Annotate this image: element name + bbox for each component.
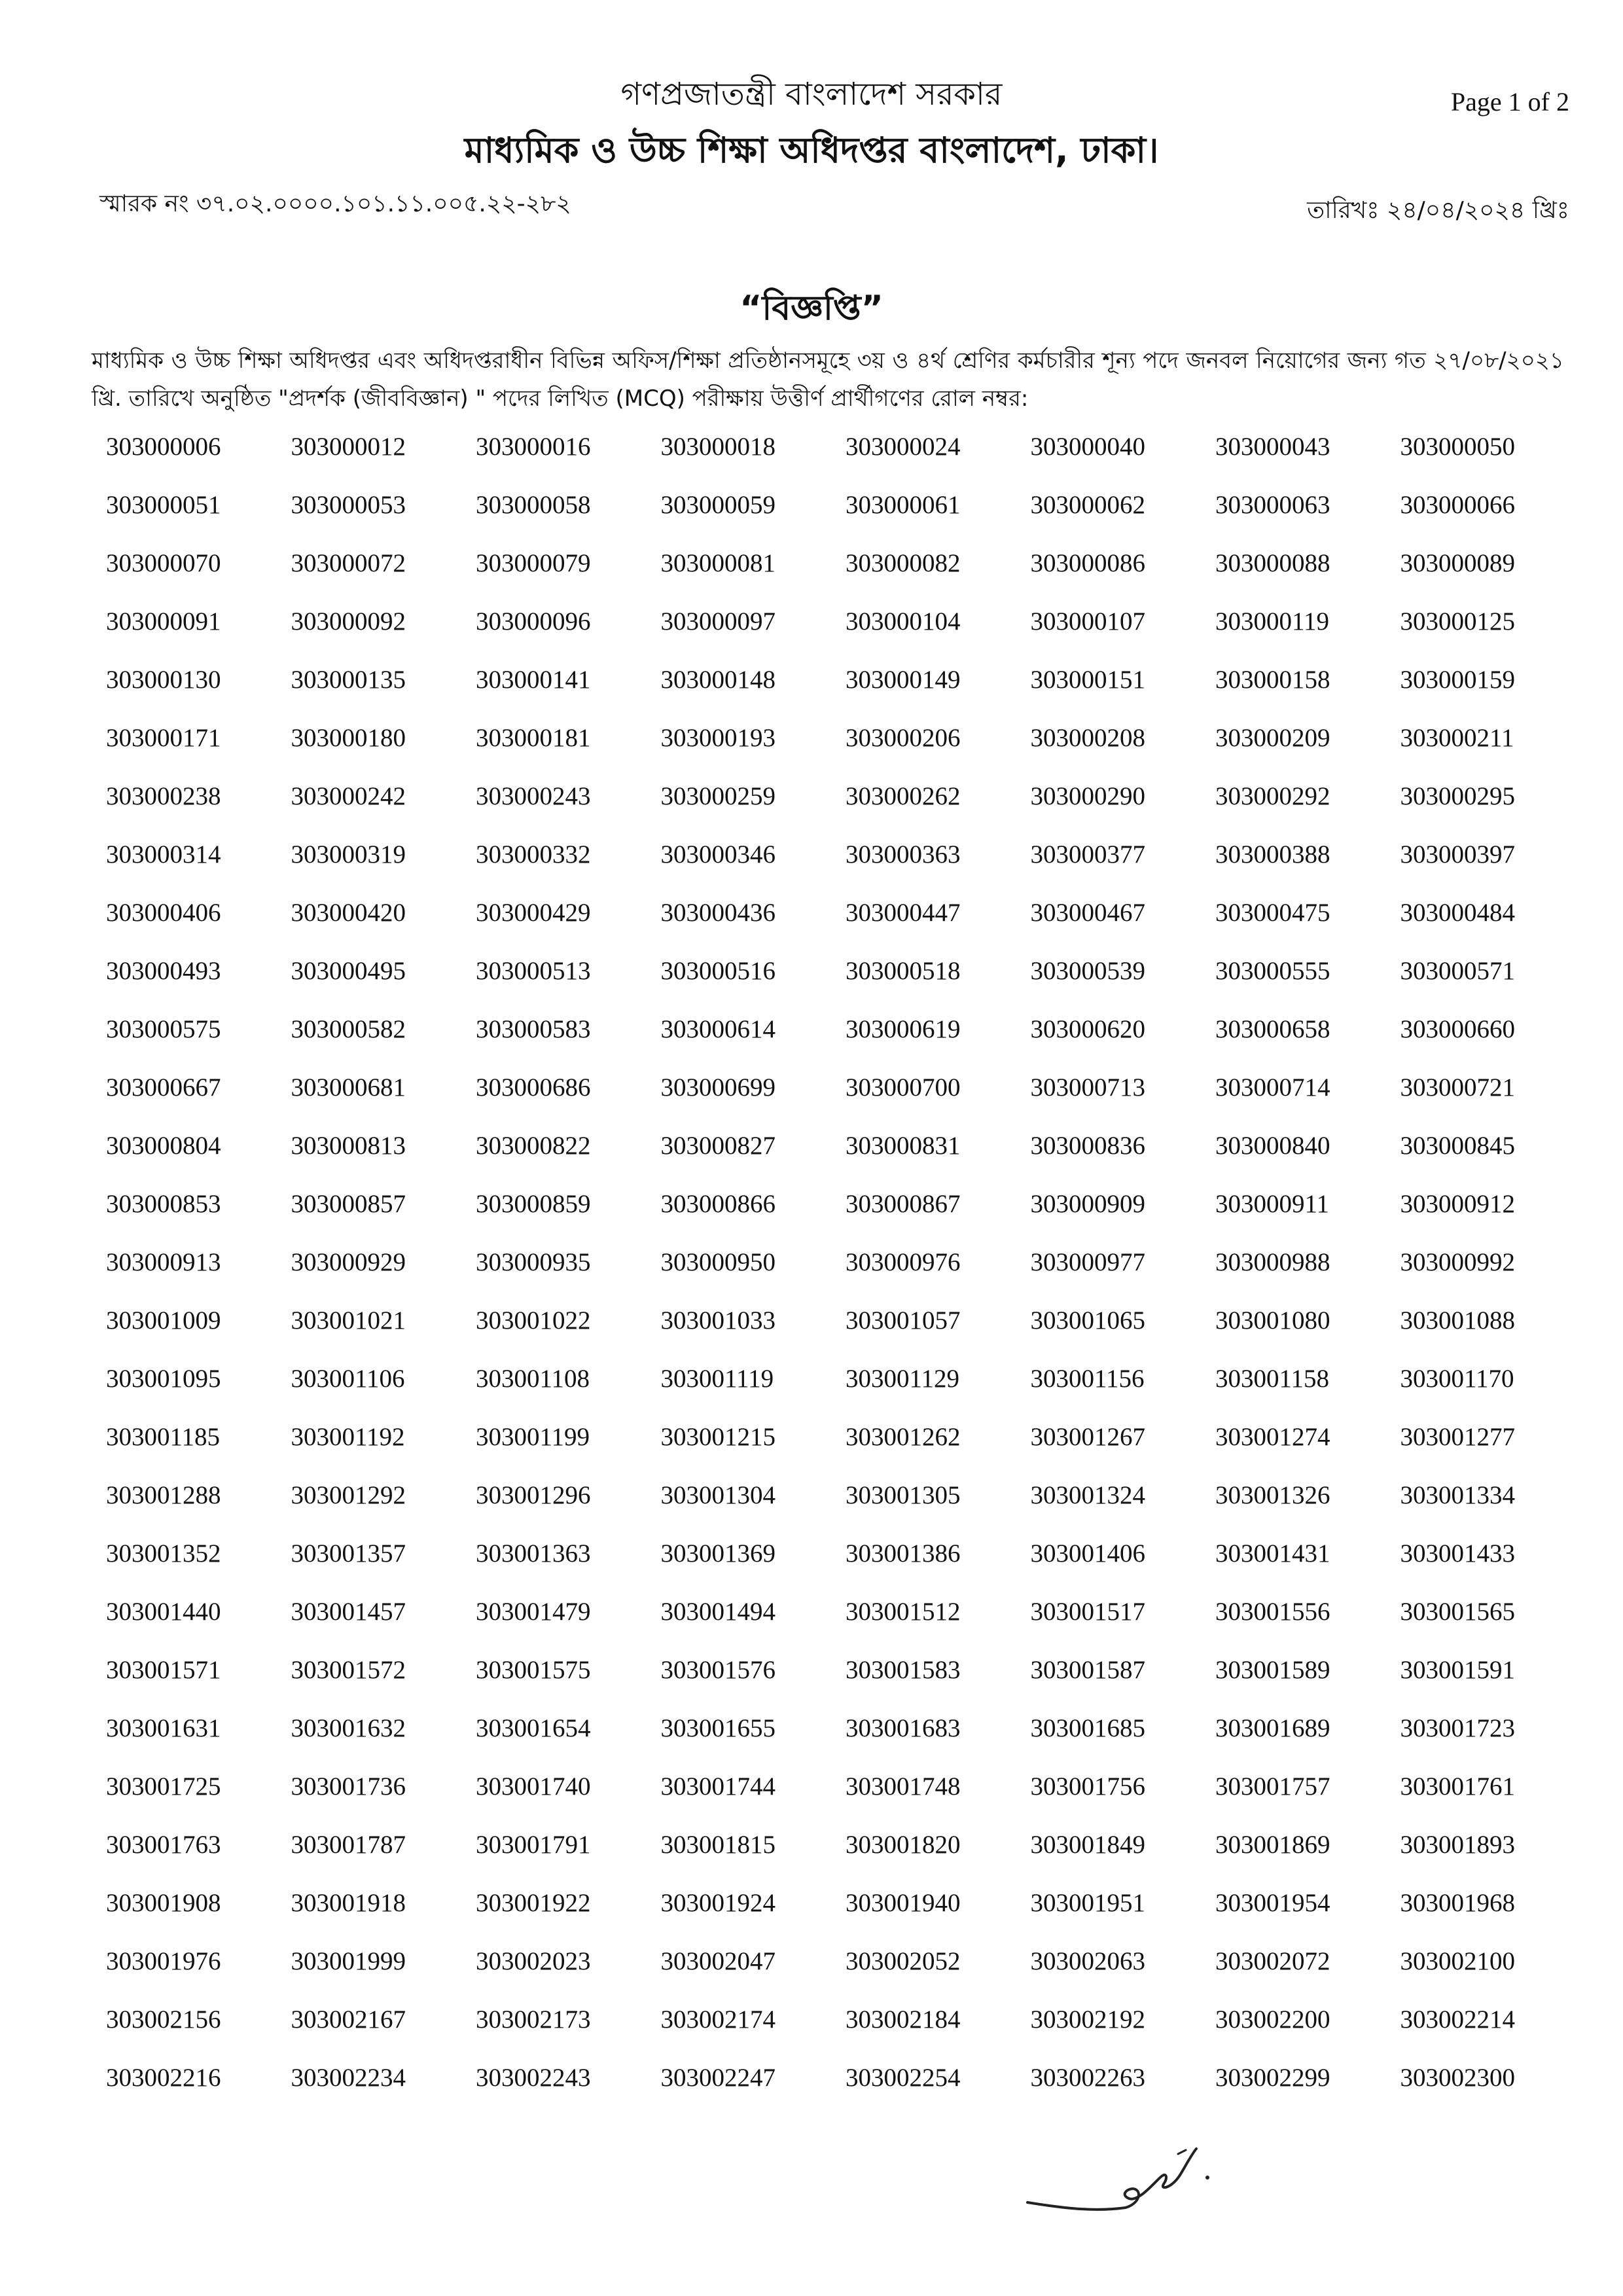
roll-number-cell: 303001033 [660, 1306, 776, 1335]
roll-number-cell: 303000614 [660, 1015, 776, 1043]
roll-number-cell: 303001305 [846, 1481, 961, 1509]
roll-number-cell: 303000059 [660, 491, 776, 519]
roll-number-cell: 303002156 [106, 2005, 221, 2034]
roll-number-cell: 303000053 [291, 491, 406, 519]
roll-number-cell: 303001106 [291, 1365, 405, 1393]
roll-number-cell: 303001296 [476, 1481, 591, 1509]
table-row [106, 1597, 1585, 1655]
roll-number-cell: 303000667 [106, 1073, 221, 1102]
roll-number-cell: 303001108 [476, 1365, 590, 1393]
roll-number-cell: 303000935 [476, 1248, 591, 1276]
roll-number-cell: 303000475 [1215, 899, 1330, 927]
roll-number-cell: 303000096 [476, 607, 591, 636]
table-row [106, 1189, 1585, 1247]
roll-number-cell: 303002200 [1215, 2005, 1330, 2034]
roll-number-cell: 303000206 [846, 724, 961, 752]
roll-number-cell: 303001095 [106, 1365, 221, 1393]
roll-number-cell: 303002023 [476, 1947, 591, 1975]
roll-number-cell: 303001571 [106, 1656, 221, 1684]
roll-number-cell: 303001292 [291, 1481, 406, 1509]
table-row [106, 432, 1585, 490]
roll-number-cell: 303000363 [846, 840, 961, 869]
roll-number-cell: 303001288 [106, 1481, 221, 1509]
roll-number-cell: 303001065 [1030, 1306, 1145, 1335]
roll-number-cell: 303000081 [660, 549, 776, 577]
roll-number-cell: 303000911 [1215, 1190, 1330, 1218]
roll-number-cell: 303002167 [291, 2005, 406, 2034]
roll-number-cell: 303000262 [846, 782, 961, 810]
roll-number-cell: 303001815 [660, 1831, 776, 1859]
roll-number-cell: 303000620 [1030, 1015, 1145, 1043]
roll-number-cell: 303001908 [106, 1889, 221, 1917]
roll-number-cell: 303001583 [846, 1656, 961, 1684]
roll-number-cell: 303001215 [660, 1423, 776, 1451]
table-row [106, 1655, 1585, 1713]
roll-number-cell: 303000822 [476, 1132, 591, 1160]
roll-number-cell: 303001683 [846, 1714, 961, 1742]
roll-number-cell: 303000346 [660, 840, 776, 869]
table-row [106, 723, 1585, 781]
roll-number-cell: 303002052 [846, 1947, 961, 1975]
roll-number-cell: 303000209 [1215, 724, 1330, 752]
roll-number-cell: 303000619 [846, 1015, 961, 1043]
roll-number-cell: 303000295 [1400, 782, 1515, 810]
roll-number-cell: 303001575 [476, 1656, 591, 1684]
roll-number-cell: 303001185 [106, 1423, 221, 1451]
roll-number-cell: 303000950 [660, 1248, 776, 1276]
roll-number-cell: 303000171 [106, 724, 221, 752]
roll-number-cell: 303000992 [1400, 1248, 1515, 1276]
table-row [106, 840, 1585, 898]
roll-number-cell: 303001763 [106, 1831, 221, 1859]
roll-number-cell: 303002214 [1400, 2005, 1515, 2034]
roll-number-cell: 303000912 [1400, 1190, 1515, 1218]
roll-number-cell: 303001761 [1400, 1772, 1515, 1801]
roll-number-cell: 303000857 [291, 1190, 406, 1218]
roll-number-cell: 303000141 [476, 666, 591, 694]
roll-number-cell: 303001192 [291, 1423, 405, 1451]
table-row [106, 956, 1585, 1014]
table-row [106, 1131, 1585, 1189]
roll-number-cell: 303001744 [660, 1772, 776, 1801]
table-row [106, 1713, 1585, 1772]
table-row [106, 607, 1585, 665]
roll-number-cell: 303000061 [846, 491, 961, 519]
roll-number-cell: 303000929 [291, 1248, 406, 1276]
roll-number-cell: 303001565 [1400, 1598, 1515, 1626]
roll-number-cell: 303001849 [1030, 1831, 1145, 1859]
roll-number-cell: 303001893 [1400, 1831, 1515, 1859]
roll-number-cell: 303002192 [1030, 2005, 1145, 2034]
roll-number-cell: 303000062 [1030, 491, 1145, 519]
roll-number-cell: 303002263 [1030, 2064, 1145, 2092]
roll-number-cell: 303002174 [660, 2005, 776, 2034]
roll-number-cell: 303001262 [846, 1423, 961, 1451]
roll-number-cell: 303000827 [660, 1132, 776, 1160]
roll-number-cell: 303000012 [291, 433, 406, 461]
roll-number-cell: 303000699 [660, 1073, 776, 1102]
roll-number-cell: 303000066 [1400, 491, 1515, 519]
roll-number-cell: 303001406 [1030, 1539, 1145, 1568]
roll-number-cell: 303000050 [1400, 433, 1515, 461]
roll-number-cell: 303000977 [1030, 1248, 1145, 1276]
roll-number-cell: 303000836 [1030, 1132, 1145, 1160]
roll-number-cell: 303002100 [1400, 1947, 1515, 1975]
roll-number-cell: 303001057 [846, 1306, 961, 1335]
roll-number-cell: 303002243 [476, 2064, 591, 2092]
roll-number-cell: 303001129 [846, 1365, 960, 1393]
roll-number-cell: 303000072 [291, 549, 406, 577]
roll-number-cell: 303001433 [1400, 1539, 1515, 1568]
roll-number-cell: 303001479 [476, 1598, 591, 1626]
roll-number-cell: 303002234 [291, 2064, 406, 2092]
roll-number-cell: 303000467 [1030, 899, 1145, 927]
roll-number-cell: 303000242 [291, 782, 406, 810]
roll-number-cell: 303000079 [476, 549, 591, 577]
roll-number-cell: 303000119 [1215, 607, 1330, 636]
roll-number-cell: 303000314 [106, 840, 221, 869]
roll-number-cell: 303000859 [476, 1190, 591, 1218]
roll-number-cell: 303000125 [1400, 607, 1515, 636]
table-row [106, 490, 1585, 548]
table-row [106, 1888, 1585, 1946]
roll-number-cell: 303000813 [291, 1132, 406, 1160]
table-row [106, 1014, 1585, 1073]
table-row [106, 548, 1585, 607]
roll-number-cell: 303000804 [106, 1132, 221, 1160]
roll-number-table-body [106, 432, 1585, 2121]
roll-number-table [106, 432, 1585, 2121]
roll-number-cell: 303001723 [1400, 1714, 1515, 1742]
roll-number-cell: 303000092 [291, 607, 406, 636]
roll-number-cell: 303001951 [1030, 1889, 1145, 1917]
roll-number-cell: 303000571 [1400, 957, 1515, 985]
roll-number-cell: 303000388 [1215, 840, 1330, 869]
roll-number-cell: 303001791 [476, 1831, 591, 1859]
roll-number-cell: 303001940 [846, 1889, 961, 1917]
roll-number-cell: 303001021 [291, 1306, 406, 1335]
roll-number-cell: 303001170 [1400, 1365, 1514, 1393]
table-row [106, 1422, 1585, 1480]
roll-number-cell: 303001736 [291, 1772, 406, 1801]
memo-date: তারিখঃ ২৪/০৪/২০২৪ খ্রিঃ [1307, 197, 1569, 224]
roll-number-cell: 303001820 [846, 1831, 961, 1859]
roll-number-cell: 303001748 [846, 1772, 961, 1801]
roll-number-cell: 303001324 [1030, 1481, 1145, 1509]
roll-number-cell: 303000040 [1030, 433, 1145, 461]
roll-number-cell: 303001756 [1030, 1772, 1145, 1801]
table-row [106, 1772, 1585, 1830]
roll-number-cell: 303001968 [1400, 1889, 1515, 1917]
directorate-title: মাধ্যমিক ও উচ্চ শিক্ষা অধিদপ্তর বাংলাদেশ, ঢাকা। [464, 130, 1159, 171]
roll-number-cell: 303000493 [106, 957, 221, 985]
roll-number-cell: 303002184 [846, 2005, 961, 2034]
roll-number-cell: 303000555 [1215, 957, 1330, 985]
roll-number-cell: 303000377 [1030, 840, 1145, 869]
roll-number-cell: 303001591 [1400, 1656, 1515, 1684]
roll-number-cell: 303001274 [1215, 1423, 1330, 1451]
roll-number-cell: 303000909 [1030, 1190, 1145, 1218]
roll-number-cell: 303000181 [476, 724, 591, 752]
roll-number-cell: 303000484 [1400, 899, 1515, 927]
roll-number-cell: 303002063 [1030, 1947, 1145, 1975]
memo-number: স্মারক নং ৩৭.০২.০০০০.১০১.১১.০০৫.২২-২৮২ [99, 190, 571, 217]
roll-number-cell: 303001080 [1215, 1306, 1330, 1335]
roll-number-cell: 303000429 [476, 899, 591, 927]
table-row [106, 898, 1585, 956]
roll-number-cell: 303001022 [476, 1306, 591, 1335]
roll-number-cell: 303001740 [476, 1772, 591, 1801]
roll-number-cell: 303001119 [660, 1365, 774, 1393]
roll-number-cell: 303002072 [1215, 1947, 1330, 1975]
roll-number-cell: 303001357 [291, 1539, 406, 1568]
roll-number-cell: 303000018 [660, 433, 776, 461]
roll-number-cell: 303000583 [476, 1015, 591, 1043]
roll-number-cell: 303000151 [1030, 666, 1145, 694]
roll-number-cell: 303000043 [1215, 433, 1330, 461]
roll-number-cell: 303001386 [846, 1539, 961, 1568]
notice-body: মাধ্যমিক ও উচ্চ শিক্ষা অধিদপ্তর এবং অধিদপ্তরাধীন বিভিন্ন অফিস/শিক্ষা প্রতিষ্ঠানসমূহে ৩য় ও ৪র্থ শ্রেণির কর্মচারীর শূন্য পদে জনবল নিয়োগের জন্য গত ২৭/০৮/২০২১ খ্রি. তারিখে অনুষ্ঠিত "প্রদর্শক (জীববিজ্ঞান) " পদের লিখিত (MCQ) পরীক্ষায় উত্তীর্ণ প্রার্থীগণের রোল নম্বর: [92, 348, 1564, 412]
roll-number-cell: 303000086 [1030, 549, 1145, 577]
roll-number-cell: 303000976 [846, 1248, 961, 1276]
roll-number-cell: 303001976 [106, 1947, 221, 1975]
roll-number-cell: 303000831 [846, 1132, 961, 1160]
roll-number-cell: 303001589 [1215, 1656, 1330, 1684]
roll-number-cell: 303001632 [291, 1714, 406, 1742]
roll-number-cell: 303000397 [1400, 840, 1515, 869]
roll-number-cell: 303000193 [660, 724, 776, 752]
roll-number-cell: 303000436 [660, 899, 776, 927]
roll-number-cell: 303000006 [106, 433, 221, 461]
roll-number-cell: 303001517 [1030, 1598, 1145, 1626]
roll-number-cell: 303000686 [476, 1073, 591, 1102]
roll-number-cell: 303000097 [660, 607, 776, 636]
roll-number-cell: 303000700 [846, 1073, 961, 1102]
roll-number-cell: 303000135 [291, 666, 406, 694]
roll-number-cell: 303002047 [660, 1947, 776, 1975]
table-row [106, 1247, 1585, 1306]
roll-number-cell: 303001158 [1215, 1365, 1330, 1393]
roll-number-cell: 303001088 [1400, 1306, 1515, 1335]
roll-number-cell: 303001352 [106, 1539, 221, 1568]
roll-number-cell: 303000332 [476, 840, 591, 869]
roll-number-cell: 303000681 [291, 1073, 406, 1102]
roll-number-cell: 303001457 [291, 1598, 406, 1626]
roll-number-cell: 303001512 [846, 1598, 961, 1626]
roll-number-cell: 303001631 [106, 1714, 221, 1742]
roll-number-cell: 303000089 [1400, 549, 1515, 577]
roll-number-cell: 303000447 [846, 899, 961, 927]
roll-number-cell: 303000721 [1400, 1073, 1515, 1102]
roll-number-cell: 303001655 [660, 1714, 776, 1742]
roll-number-cell: 303000180 [291, 724, 406, 752]
roll-number-cell: 303000575 [106, 1015, 221, 1043]
roll-number-cell: 303000024 [846, 433, 961, 461]
roll-number-cell: 303000840 [1215, 1132, 1330, 1160]
table-row [106, 1946, 1585, 2005]
roll-number-cell: 303000208 [1030, 724, 1145, 752]
roll-number-cell: 303000107 [1030, 607, 1145, 636]
roll-number-cell: 303002216 [106, 2064, 221, 2092]
roll-number-cell: 303001654 [476, 1714, 591, 1742]
signature-icon [1021, 2130, 1230, 2229]
roll-number-cell: 303002300 [1400, 2064, 1515, 2092]
roll-number-cell: 303001494 [660, 1598, 776, 1626]
roll-number-cell: 303000913 [106, 1248, 221, 1276]
notice-title: “বিজ্ঞপ্তি” [740, 289, 883, 328]
roll-number-cell: 303000243 [476, 782, 591, 810]
roll-number-cell: 303000259 [660, 782, 776, 810]
roll-number-cell: 303002247 [660, 2064, 776, 2092]
roll-number-cell: 303001576 [660, 1656, 776, 1684]
table-row [106, 665, 1585, 723]
roll-number-cell: 303000420 [291, 899, 406, 927]
roll-number-cell: 303001869 [1215, 1831, 1330, 1859]
table-row [106, 1830, 1585, 1888]
roll-number-cell: 303000319 [291, 840, 406, 869]
government-title: গণপ্রজাতন্ত্রী বাংলাদেশ সরকার [620, 76, 1003, 113]
roll-number-cell: 303000158 [1215, 666, 1330, 694]
roll-number-cell: 303001556 [1215, 1598, 1330, 1626]
table-row [106, 1073, 1585, 1131]
roll-number-cell: 303001304 [660, 1481, 776, 1509]
roll-number-cell: 303000211 [1400, 724, 1514, 752]
roll-number-cell: 303000495 [291, 957, 406, 985]
roll-number-cell: 303000988 [1215, 1248, 1330, 1276]
roll-number-cell: 303001572 [291, 1656, 406, 1684]
roll-number-cell: 303000714 [1215, 1073, 1330, 1102]
roll-number-cell: 303001009 [106, 1306, 221, 1335]
roll-number-cell: 303000088 [1215, 549, 1330, 577]
roll-number-cell: 303001924 [660, 1889, 776, 1917]
roll-number-cell: 303000513 [476, 957, 591, 985]
roll-number-cell: 303000518 [846, 957, 961, 985]
roll-number-cell: 303001587 [1030, 1656, 1145, 1684]
roll-number-cell: 303000159 [1400, 666, 1515, 694]
roll-number-cell: 303001685 [1030, 1714, 1145, 1742]
roll-number-cell: 303000845 [1400, 1132, 1515, 1160]
roll-number-cell: 303000070 [106, 549, 221, 577]
roll-number-cell: 303001440 [106, 1598, 221, 1626]
table-row [106, 1480, 1585, 1539]
roll-number-cell: 303000867 [846, 1190, 961, 1218]
roll-number-cell: 303000149 [846, 666, 961, 694]
roll-number-cell: 303000016 [476, 433, 591, 461]
roll-number-cell: 303002299 [1215, 2064, 1330, 2092]
roll-number-cell: 303000051 [106, 491, 221, 519]
roll-number-cell: 303001954 [1215, 1889, 1330, 1917]
roll-number-cell: 303002173 [476, 2005, 591, 2034]
roll-number-cell: 303000082 [846, 549, 961, 577]
roll-number-cell: 303001787 [291, 1831, 406, 1859]
roll-number-cell: 303000866 [660, 1190, 776, 1218]
table-row [106, 1306, 1585, 1364]
roll-number-cell: 303001922 [476, 1889, 591, 1917]
roll-number-cell: 303000292 [1215, 782, 1330, 810]
roll-number-cell: 303000713 [1030, 1073, 1145, 1102]
roll-number-cell: 303001334 [1400, 1481, 1515, 1509]
roll-number-cell: 303001363 [476, 1539, 591, 1568]
roll-number-cell: 303000104 [846, 607, 961, 636]
roll-number-cell: 303001757 [1215, 1772, 1330, 1801]
roll-number-cell: 303000539 [1030, 957, 1145, 985]
roll-number-cell: 303000660 [1400, 1015, 1515, 1043]
page-number: Page 1 of 2 [1450, 87, 1569, 117]
roll-number-cell: 303001277 [1400, 1423, 1515, 1451]
roll-number-cell: 303001156 [1030, 1365, 1145, 1393]
roll-number-cell: 303001326 [1215, 1481, 1330, 1509]
roll-number-cell: 303000290 [1030, 782, 1145, 810]
roll-number-cell: 303001725 [106, 1772, 221, 1801]
roll-number-cell: 303000091 [106, 607, 221, 636]
roll-number-cell: 303000058 [476, 491, 591, 519]
roll-number-cell: 303000238 [106, 782, 221, 810]
table-row [106, 1364, 1585, 1422]
roll-number-cell: 303001999 [291, 1947, 406, 1975]
roll-number-cell: 303001689 [1215, 1714, 1330, 1742]
table-row [106, 2063, 1585, 2121]
table-row [106, 1539, 1585, 1597]
roll-number-cell: 303001267 [1030, 1423, 1145, 1451]
roll-number-cell: 303000516 [660, 957, 776, 985]
roll-number-cell: 303001431 [1215, 1539, 1330, 1568]
roll-number-cell: 303000658 [1215, 1015, 1330, 1043]
roll-number-cell: 303000148 [660, 666, 776, 694]
table-row [106, 781, 1585, 840]
roll-number-cell: 303000406 [106, 899, 221, 927]
roll-number-cell: 303001199 [476, 1423, 590, 1451]
roll-number-cell: 303000130 [106, 666, 221, 694]
roll-number-cell: 303000853 [106, 1190, 221, 1218]
roll-number-cell: 303001369 [660, 1539, 776, 1568]
roll-number-cell: 303002254 [846, 2064, 961, 2092]
roll-number-cell: 303000582 [291, 1015, 406, 1043]
roll-number-cell: 303000063 [1215, 491, 1330, 519]
roll-number-cell: 303001918 [291, 1889, 406, 1917]
table-row [106, 2005, 1585, 2063]
